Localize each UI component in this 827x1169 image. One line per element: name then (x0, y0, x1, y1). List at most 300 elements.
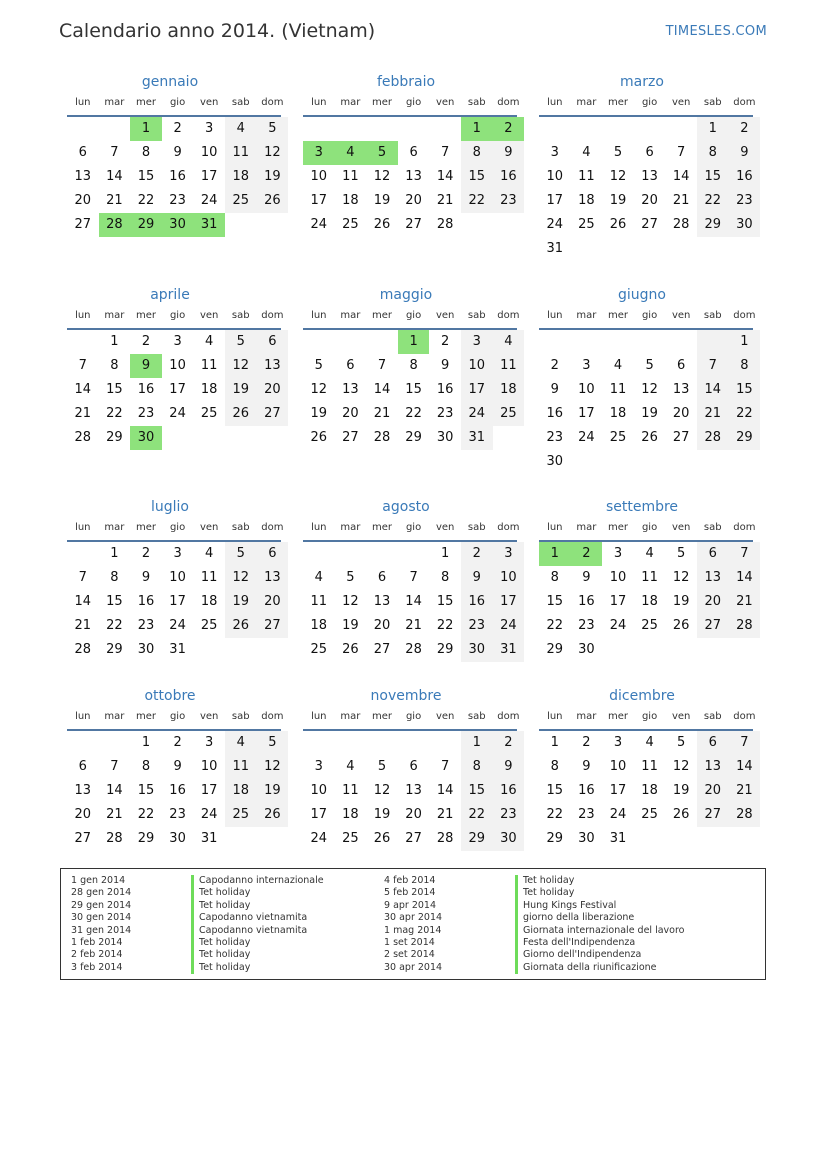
weekday-label: ven (671, 522, 691, 533)
day-cell: 4 (205, 334, 214, 349)
day-cell: 23 (546, 430, 564, 445)
day-cell: 13 (74, 169, 92, 184)
day-cell: 20 (405, 193, 422, 208)
weekday-header (67, 93, 284, 117)
weekday-label: sab (703, 97, 722, 108)
day-cell: 9 (441, 358, 450, 373)
holiday-day: 1 (130, 117, 162, 141)
weekday-label: gio (641, 711, 658, 722)
day-cell: 8 (141, 759, 151, 774)
holiday-day: 31 (193, 213, 225, 237)
day-cell: 7 (78, 358, 87, 373)
day-cell: 17 (546, 193, 564, 208)
weekday-label: mar (340, 522, 361, 533)
holiday-day: 3 (303, 141, 335, 165)
day-cell: 4 (613, 358, 623, 373)
empty-cell (697, 330, 729, 354)
legend-date: 30 apr 2014 (384, 961, 443, 973)
day-cell: 17 (169, 594, 186, 609)
empty-cell (366, 117, 398, 141)
day-cell: 19 (672, 783, 690, 798)
day-cell: 15 (461, 165, 493, 189)
day-cell: 24 (310, 217, 328, 232)
day-cell: 6 (409, 759, 418, 774)
weekday-label: sab (467, 97, 486, 108)
day-cell: 21 (672, 193, 690, 208)
holiday-day: 1 (461, 117, 493, 141)
day-cell: 18 (200, 382, 218, 397)
weekday-label: sab (231, 711, 250, 722)
day-grid (539, 542, 753, 662)
month-ottobre (59, 685, 284, 851)
month-luglio (59, 496, 284, 662)
day-cell: 10 (578, 382, 595, 397)
day-cell: 6 (409, 145, 418, 160)
day-cell: 12 (373, 783, 391, 798)
day-cell: 5 (645, 358, 654, 373)
day-cell: 8 (441, 570, 450, 585)
day-cell: 18 (641, 783, 658, 798)
weekday-label: dom (497, 310, 520, 321)
day-cell: 27 (373, 642, 391, 657)
day-cell: 11 (342, 169, 359, 184)
legend-holiday-name: Tet holiday (191, 887, 324, 899)
month-name: settembre (605, 499, 679, 515)
day-cell: 27 (672, 430, 690, 445)
day-cell: 18 (342, 807, 359, 822)
day-cell: 31 (546, 241, 564, 256)
legend-date: 2 feb 2014 (71, 949, 123, 961)
day-cell: 3 (461, 330, 493, 354)
weekday-label: mer (371, 310, 392, 321)
day-cell: 15 (405, 382, 422, 397)
day-cell: 24 (546, 217, 564, 232)
day-cell: 8 (409, 358, 418, 373)
day-cell: 19 (310, 406, 328, 421)
day-cell: 28 (74, 430, 92, 445)
empty-cell (602, 117, 634, 141)
legend-holiday-name: Giornata della riunificazione (515, 962, 685, 974)
day-cell: 2 (141, 334, 151, 349)
day-cell: 11 (200, 358, 218, 373)
day-cell: 29 (546, 642, 564, 657)
day-cell: 6 (257, 542, 289, 566)
day-cell: 22 (546, 807, 564, 822)
weekday-label: gio (169, 97, 186, 108)
month-giugno (531, 284, 756, 474)
day-cell: 17 (461, 378, 493, 402)
weekday-label: lun (547, 522, 563, 533)
weekday-label: mar (576, 522, 597, 533)
day-cell: 28 (106, 831, 123, 846)
day-cell: 2 (582, 735, 591, 750)
day-cell: 31 (169, 642, 186, 657)
day-cell: 11 (342, 783, 359, 798)
weekday-label: ven (199, 711, 219, 722)
weekday-label: sab (467, 711, 486, 722)
day-cell: 18 (225, 165, 257, 189)
weekday-label: gio (405, 522, 422, 533)
day-cell: 13 (697, 755, 729, 779)
empty-cell (398, 731, 430, 755)
month-name: maggio (379, 287, 433, 303)
day-cell: 29 (106, 642, 123, 657)
day-cell: 20 (74, 193, 92, 208)
weekday-label: mar (104, 310, 125, 321)
day-cell: 26 (373, 217, 391, 232)
day-cell: 30 (137, 642, 155, 657)
weekday-label: ven (435, 711, 455, 722)
holiday-day: 2 (493, 117, 525, 141)
day-cell: 19 (257, 165, 289, 189)
day-cell: 6 (377, 570, 387, 585)
weekday-label: sab (703, 522, 722, 533)
day-cell: 16 (461, 590, 493, 614)
day-cell: 15 (106, 382, 123, 397)
day-cell: 9 (493, 141, 525, 165)
day-cell: 18 (641, 594, 658, 609)
day-cell: 13 (74, 783, 92, 798)
day-cell: 1 (110, 546, 119, 561)
day-cell: 24 (169, 406, 186, 421)
day-cell: 20 (641, 193, 658, 208)
empty-cell (398, 117, 430, 141)
day-cell: 30 (169, 831, 186, 846)
day-cell: 13 (697, 566, 729, 590)
weekday-label: lun (311, 97, 327, 108)
day-cell: 31 (200, 831, 218, 846)
legend-holiday-name: Capodanno vietnamita (191, 912, 324, 924)
day-cell: 18 (342, 193, 359, 208)
day-grid (539, 117, 753, 261)
day-cell: 14 (672, 169, 690, 184)
weekday-label: mer (371, 97, 392, 108)
day-cell: 7 (441, 145, 450, 160)
empty-cell (366, 731, 398, 755)
weekday-header (539, 306, 756, 330)
empty-cell (429, 731, 461, 755)
day-cell: 11 (641, 570, 658, 585)
day-cell: 1 (550, 735, 559, 750)
weekday-label: mar (576, 711, 597, 722)
day-cell: 19 (225, 378, 257, 402)
legend-date: 29 gen 2014 (71, 899, 132, 911)
day-cell: 28 (436, 217, 454, 232)
day-cell: 4 (314, 570, 323, 585)
holiday-day: 30 (162, 213, 194, 237)
day-cell: 23 (578, 618, 595, 633)
day-cell: 25 (342, 831, 359, 846)
day-cell: 20 (373, 618, 391, 633)
day-cell: 8 (110, 570, 119, 585)
day-cell: 15 (546, 783, 564, 798)
weekday-label: mar (576, 310, 597, 321)
day-cell: 21 (729, 779, 761, 803)
day-cell: 22 (137, 193, 155, 208)
day-cell: 5 (677, 546, 686, 561)
legend-date: 1 set 2014 (384, 937, 435, 949)
day-cell: 28 (697, 426, 729, 450)
weekday-label: mar (576, 97, 597, 108)
weekday-label: lun (75, 711, 91, 722)
day-grid (303, 731, 517, 851)
month-name: ottobre (144, 688, 196, 704)
day-cell: 10 (493, 566, 525, 590)
day-cell: 25 (493, 402, 525, 426)
day-cell: 16 (493, 779, 525, 803)
day-cell: 7 (110, 145, 119, 160)
day-cell: 3 (205, 735, 214, 750)
legend-holiday-name: giorno della liberazione (515, 912, 685, 924)
day-cell: 27 (697, 803, 729, 827)
page-title: Calendario anno 2014. (Vietnam) (59, 20, 376, 42)
day-cell: 26 (672, 807, 690, 822)
day-cell: 4 (645, 546, 654, 561)
weekday-label: gio (169, 711, 186, 722)
day-cell: 30 (578, 642, 595, 657)
day-cell: 8 (461, 141, 493, 165)
day-grid (67, 731, 281, 851)
day-cell: 1 (729, 330, 761, 354)
day-cell: 3 (493, 542, 525, 566)
day-cell: 11 (310, 594, 328, 609)
day-cell: 18 (225, 779, 257, 803)
legend-date: 2 set 2014 (384, 949, 435, 961)
day-grid (539, 731, 753, 851)
holiday-day: 30 (130, 426, 162, 450)
empty-cell (429, 117, 461, 141)
legend-date: 3 feb 2014 (71, 961, 123, 973)
day-cell: 18 (310, 618, 328, 633)
day-cell: 8 (550, 759, 559, 774)
day-cell: 12 (310, 382, 328, 397)
day-grid (303, 330, 517, 450)
day-cell: 21 (106, 807, 123, 822)
day-cell: 14 (729, 755, 761, 779)
day-cell: 23 (137, 406, 155, 421)
day-cell: 3 (173, 334, 182, 349)
day-cell: 10 (200, 759, 218, 774)
month-name: agosto (382, 499, 430, 515)
day-cell: 14 (405, 594, 422, 609)
day-cell: 18 (493, 378, 525, 402)
weekday-label: sab (703, 711, 722, 722)
weekday-label: gio (641, 310, 658, 321)
holiday-day: 28 (99, 213, 131, 237)
day-cell: 11 (493, 354, 525, 378)
empty-cell (539, 117, 571, 141)
empty-cell (99, 117, 131, 141)
month-maggio (295, 284, 520, 450)
day-cell: 22 (461, 803, 493, 827)
day-cell: 7 (377, 358, 387, 373)
legend-holiday-name: Tet holiday (191, 949, 324, 961)
day-cell: 29 (405, 430, 422, 445)
empty-cell (665, 117, 697, 141)
day-cell: 25 (225, 189, 257, 213)
day-cell: 19 (225, 590, 257, 614)
day-cell: 30 (493, 827, 525, 851)
month-name: novembre (370, 688, 442, 704)
day-cell: 15 (546, 594, 564, 609)
weekday-label: ven (435, 97, 455, 108)
legend-holiday-name: Capodanno internazionale (191, 875, 324, 887)
weekday-label: sab (467, 310, 486, 321)
weekday-label: dom (497, 97, 520, 108)
day-cell: 2 (550, 358, 559, 373)
day-cell: 12 (672, 759, 690, 774)
day-cell: 10 (169, 358, 186, 373)
day-cell: 1 (110, 334, 119, 349)
day-cell: 5 (677, 735, 686, 750)
day-cell: 26 (257, 189, 289, 213)
day-cell: 21 (729, 590, 761, 614)
day-cell: 28 (729, 803, 761, 827)
day-cell: 25 (578, 217, 595, 232)
day-cell: 13 (405, 169, 422, 184)
day-cell: 6 (78, 759, 87, 774)
day-cell: 27 (342, 430, 359, 445)
legend-date: 1 mag 2014 (384, 924, 442, 936)
empty-cell (303, 117, 335, 141)
legend-holiday-name: Giornata internazionale del lavoro (515, 925, 685, 937)
empty-cell (303, 731, 335, 755)
day-cell: 28 (436, 831, 454, 846)
day-cell: 2 (141, 546, 151, 561)
empty-cell (67, 330, 99, 354)
weekday-label: mar (340, 310, 361, 321)
day-cell: 31 (493, 638, 525, 662)
day-cell: 10 (310, 783, 328, 798)
day-cell: 9 (493, 755, 525, 779)
day-cell: 23 (461, 614, 493, 638)
day-cell: 3 (550, 145, 559, 160)
day-cell: 25 (609, 430, 627, 445)
day-cell: 11 (225, 755, 257, 779)
legend-date: 4 feb 2014 (384, 875, 436, 886)
weekday-label: ven (671, 97, 691, 108)
day-cell: 30 (729, 213, 761, 237)
day-cell: 23 (137, 618, 155, 633)
day-cell: 5 (377, 759, 387, 774)
empty-cell (398, 542, 430, 566)
weekday-label: lun (547, 711, 563, 722)
day-cell: 22 (697, 189, 729, 213)
day-cell: 11 (641, 759, 658, 774)
day-cell: 20 (257, 378, 289, 402)
day-cell: 7 (677, 145, 686, 160)
day-cell: 4 (582, 145, 591, 160)
day-cell: 26 (342, 642, 359, 657)
day-cell: 2 (441, 334, 450, 349)
day-cell: 8 (697, 141, 729, 165)
day-cell: 9 (141, 570, 151, 585)
empty-cell (366, 330, 398, 354)
day-cell: 22 (106, 618, 123, 633)
empty-cell (335, 330, 367, 354)
month-name: luglio (151, 499, 189, 515)
month-marzo (531, 71, 756, 261)
day-cell: 12 (342, 594, 359, 609)
day-cell: 9 (729, 141, 761, 165)
day-cell: 19 (609, 193, 627, 208)
day-cell: 24 (609, 807, 627, 822)
day-cell: 25 (641, 807, 658, 822)
weekday-label: ven (199, 310, 219, 321)
day-cell: 8 (729, 354, 761, 378)
legend-holiday-name: Tet holiday (191, 937, 324, 949)
weekday-label: ven (435, 310, 455, 321)
day-cell: 21 (697, 402, 729, 426)
weekday-label: mer (607, 522, 628, 533)
weekday-label: dom (497, 711, 520, 722)
day-cell: 7 (441, 759, 450, 774)
day-cell: 2 (461, 542, 493, 566)
legend-holiday-name: Tet holiday (191, 900, 324, 912)
weekday-label: lun (75, 310, 91, 321)
site-logo[interactable]: TIMESLES.COM (665, 24, 767, 39)
weekday-label: dom (733, 522, 756, 533)
weekday-label: dom (733, 310, 756, 321)
day-cell: 26 (225, 614, 257, 638)
day-cell: 28 (74, 642, 92, 657)
day-cell: 14 (373, 382, 391, 397)
day-cell: 21 (74, 618, 92, 633)
day-grid (67, 330, 281, 450)
day-cell: 15 (137, 783, 155, 798)
day-cell: 19 (257, 779, 289, 803)
day-cell: 12 (373, 169, 391, 184)
day-cell: 25 (200, 618, 218, 633)
weekday-label: lun (311, 522, 327, 533)
holiday-day: 5 (366, 141, 398, 165)
weekday-header (303, 93, 520, 117)
day-cell: 1 (461, 731, 493, 755)
empty-cell (335, 542, 367, 566)
day-cell: 25 (225, 803, 257, 827)
day-cell: 29 (436, 642, 454, 657)
day-cell: 21 (373, 406, 391, 421)
day-cell: 24 (200, 807, 218, 822)
day-cell: 13 (405, 783, 422, 798)
weekday-label: sab (231, 522, 250, 533)
day-cell: 6 (677, 358, 686, 373)
weekday-label: lun (311, 711, 327, 722)
day-cell: 21 (405, 618, 422, 633)
weekday-header (67, 518, 284, 542)
day-cell: 30 (461, 638, 493, 662)
legend-holiday-name: Tet holiday (515, 887, 685, 899)
day-cell: 22 (106, 406, 123, 421)
weekday-label: gio (641, 97, 658, 108)
month-dicembre (531, 685, 756, 851)
day-cell: 16 (169, 169, 186, 184)
day-cell: 11 (609, 382, 627, 397)
weekday-label: mer (135, 97, 156, 108)
day-cell: 18 (200, 594, 218, 609)
day-cell: 29 (546, 831, 564, 846)
day-cell: 16 (137, 382, 155, 397)
day-cell: 31 (461, 426, 493, 450)
legend-date: 1 feb 2014 (71, 937, 123, 949)
day-cell: 6 (697, 731, 729, 755)
day-cell: 10 (310, 169, 328, 184)
day-cell: 28 (729, 614, 761, 638)
day-cell: 10 (546, 169, 564, 184)
weekday-label: gio (405, 310, 422, 321)
day-cell: 5 (346, 570, 355, 585)
day-cell: 13 (342, 382, 359, 397)
